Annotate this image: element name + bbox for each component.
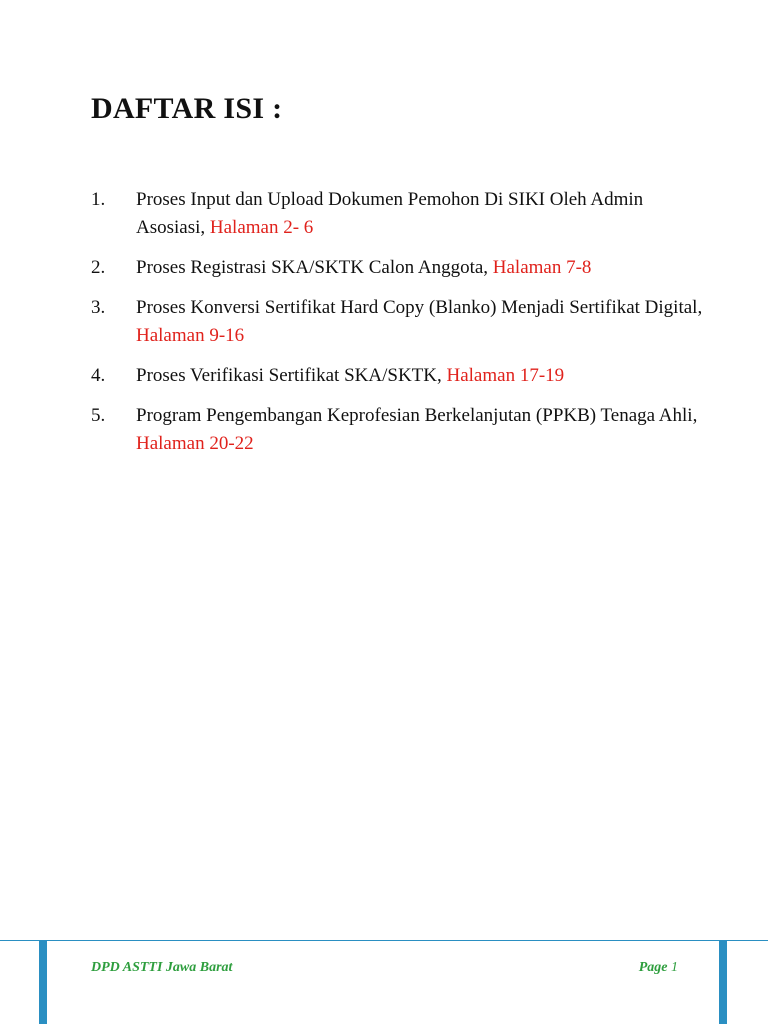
page-title: DAFTAR ISI : xyxy=(91,92,283,125)
toc-entry-text xyxy=(136,254,711,282)
toc-entry-number: 3. xyxy=(91,297,106,318)
toc-entry-page-ref: Halaman 9-16 xyxy=(136,325,245,346)
toc-entry-text xyxy=(136,402,711,458)
toc-entry-number: 1. xyxy=(91,189,106,210)
toc-entry-title: Proses Registrasi SKA/SKTK Calon Anggota, xyxy=(136,257,493,278)
toc-entry-1 xyxy=(91,186,711,242)
toc-entry-number: 4. xyxy=(91,365,106,386)
toc-entry-title: Proses Konversi Sertifikat Hard Copy (Blanko) Menjadi Sertifikat Digital, xyxy=(136,297,703,318)
toc-entry-page-ref: Halaman 20-22 xyxy=(136,433,254,454)
footer-organization: DPD ASTTI Jawa Barat xyxy=(91,960,233,975)
toc-entry-text xyxy=(136,362,711,390)
toc-entry-text xyxy=(136,186,711,242)
toc-entry-page-ref: Halaman 17-19 xyxy=(446,365,565,386)
toc-entry-number: 2. xyxy=(91,257,106,278)
toc-entry-2 xyxy=(91,254,711,282)
toc-entry-page-ref: Halaman 7-8 xyxy=(492,257,592,278)
toc-entry-title: Proses Verifikasi Sertifikat SKA/SKTK, xyxy=(136,365,447,386)
toc-entry-4 xyxy=(91,362,711,390)
toc-entry-5 xyxy=(91,402,711,458)
toc-entry-number: 5. xyxy=(91,405,106,426)
footer-page-indicator xyxy=(639,960,678,976)
footer-page-label: Page xyxy=(638,960,671,975)
footer-right-accent-bar xyxy=(719,941,727,1024)
footer-left-accent-bar xyxy=(39,941,47,1024)
toc-entry-title: Program Pengembangan Keprofesian Berkelanjutan (PPKB) Tenaga Ahli, xyxy=(136,405,698,426)
toc-entry-3 xyxy=(91,294,711,350)
toc-entry-title: Proses Input dan Upload Dokumen Pemohon Di SIKI Oleh Admin Asosiasi, xyxy=(136,189,644,238)
table-of-contents xyxy=(91,186,711,470)
footer-page-number: 1 xyxy=(671,960,678,975)
footer-divider xyxy=(0,940,768,941)
toc-entry-text xyxy=(136,294,711,350)
toc-entry-page-ref: Halaman 2- 6 xyxy=(209,217,314,238)
